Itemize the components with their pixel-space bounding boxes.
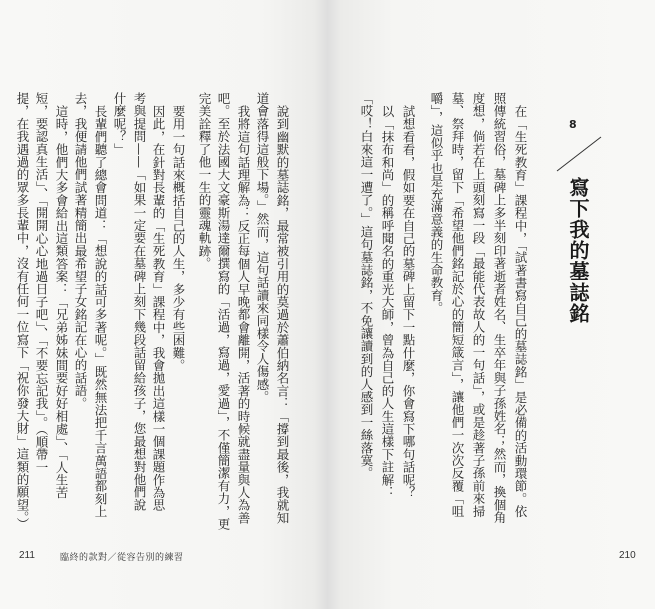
page-number: 210 (619, 550, 636, 561)
text-column: 試想看看，假如要在自己的墓碑上留下一點什麼，你會寫下哪句話呢？ (401, 105, 416, 499)
text-column: 度想，倘若在上頭刻寫一段「最能代表故人的一句話」，或是趁著子孫前來掃 (471, 92, 486, 518)
text-column: 以「抹布和尚」的稱呼聞名的重光大師，曾為自己的人生這樣下註解： (380, 105, 395, 499)
chapter-slash-divider (553, 133, 605, 175)
text-column: 我將這句話理解為：反正每個人早晚都會離開，活著的時候就盡量與人為善 (236, 105, 251, 525)
chapter-number: 8 (569, 118, 577, 131)
page-number: 211 (19, 550, 35, 561)
text-column: 要用一句話來概括自己的人生，多少有些困難。 (171, 105, 186, 372)
text-column: 道會落得這般下場。」然而，這句話讀來同樣令人傷感。 (255, 92, 270, 404)
text-column: 吧。至於法國大文豪斯湯達爾撰寫的「活過，寫過，愛過」，不僅簡潔有力，更 (216, 92, 231, 531)
text-column: 這時，他們大多會給出這類答案：「兄弟姊妹間要好好相處」、「人生苦 (54, 105, 69, 499)
text-column: 因此，在針對長輩的「生死教育」課程中，我會拋出這樣一個課題作為思 (151, 105, 166, 512)
text-column: 考與提問——「如果一定要在墓碑上刻下幾段話留給孩子，您最想對他們說 (132, 92, 147, 512)
text-column: 什麼呢？」 (112, 92, 127, 156)
text-column: 「哎！白來這一遭了。」這句墓誌銘，不免讓讀到的人感到一絲落寞。 (359, 92, 374, 480)
text-column: 短，要認真生活」、「開開心心地過日子吧」、「不要忘記我」。（順帶一 (34, 92, 49, 474)
text-column: 嚼」，這似乎也是充滿意義的生命教育。 (429, 92, 444, 315)
running-footer: 臨終的款對／從容告別的練習 (60, 553, 184, 563)
text-column: 提，在我遇過的眾多長輩中，沒有任何一位寫下「祝你發大財」這類的願望。） (15, 92, 30, 531)
text-column: 說到幽默的墓誌銘，最常被引用的莫過於蕭伯納名言：「撐到最後，我就知 (275, 105, 290, 525)
text-column: 完美詮釋了他一生的靈魂軌跡。 (197, 92, 212, 270)
text-column: 去，我便請他們試著精簡出最希望子女銘記在心的話語。 (73, 92, 88, 410)
text-column: 在「生死教育」課程中，「試著書寫自己的墓誌銘」是必備的活動環節。依 (513, 105, 528, 518)
text-column: 長輩們聽了總會問道：「想說的話可多著呢。」既然無法把千言萬語都刻上 (93, 105, 108, 518)
chapter-title: 寫下我的墓誌銘 (566, 177, 590, 324)
text-column: 照傳統習俗，墓碑上多半刻印著逝者姓名、生卒年與子孫姓名；然而，換個角 (492, 92, 507, 524)
text-column: 墓、祭拜時，留下「希望他們銘記於心的簡短箴言」，讓他們一次次反覆「咀 (450, 92, 465, 518)
